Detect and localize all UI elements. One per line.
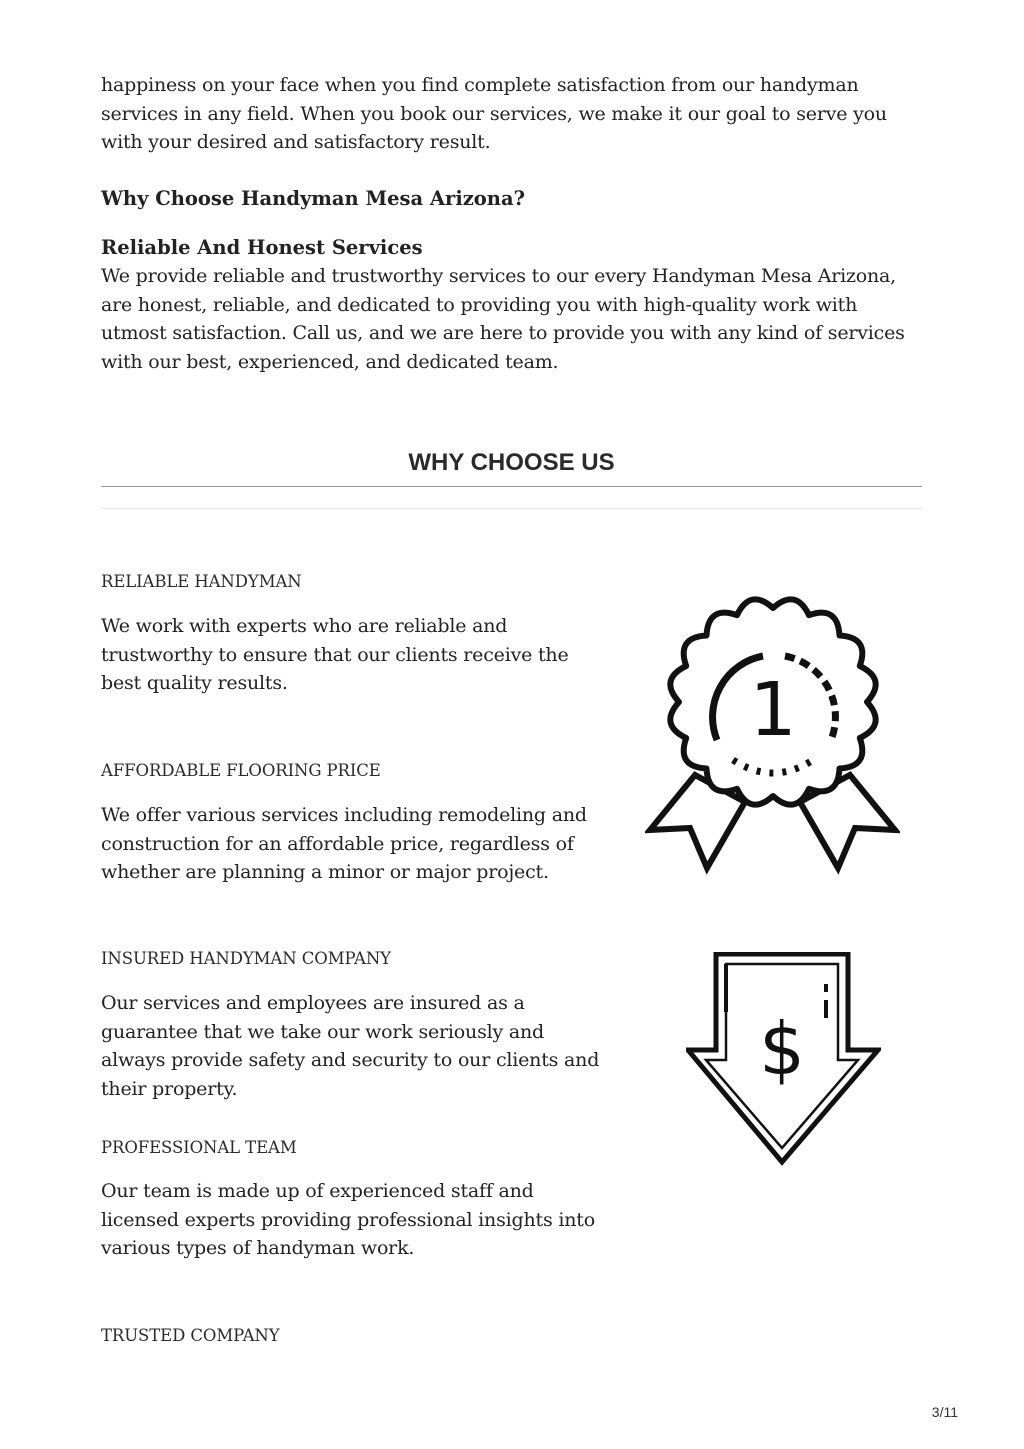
- page-number: 3/11: [931, 1404, 958, 1420]
- price-symbol: $: [759, 1007, 805, 1091]
- feature-text-insured-company: Our services and employees are insured as a guarantee that we take our work seriously and always provide safety and security to our clients and their property.: [101, 992, 600, 1100]
- reliable-section-body: We provide reliable and trustworthy services to our every Handyman Mesa Arizona, are honest, reliable, and dedicated to providing you with high-quality work with utmost satisfaction. Call us, and we are here to provide you with any kind of services with our best, experienced, and dedicated team.: [101, 265, 905, 373]
- feature-text-professional-team: Our team is made up of experienced staff and licensed experts providing professional insights into various types of handyman work.: [101, 1180, 595, 1259]
- award-ribbon-icon: [645, 590, 900, 875]
- feature-text-reliable-handyman: We work with experts who are reliable and trustworthy to ensure that our clients receive the best quality results.: [101, 615, 569, 694]
- feature-title-reliable-handyman: RELIABLE HANDYMAN: [101, 572, 302, 591]
- feature-title-insured-company: INSURED HANDYMAN COMPANY: [101, 949, 391, 968]
- feature-title-professional-team: PROFESSIONAL TEAM: [101, 1138, 297, 1157]
- section-divider: [101, 486, 922, 487]
- intro-paragraph: happiness on your face when you find complete satisfaction from our handyman services in any field. When you book our services, we make it our goal to serve you with your desired and satisfactory result.: [101, 74, 887, 153]
- price-down-arrow-icon: [686, 952, 881, 1167]
- reliable-section-title: Reliable And Honest Services: [101, 236, 423, 259]
- feature-text-affordable-price: We offer various services including remodeling and construction for an affordable price, regardless of whether are planning a minor or major project.: [101, 804, 587, 883]
- section-divider-light: [101, 508, 922, 509]
- award-number: 1: [749, 667, 797, 753]
- why-choose-heading: Why Choose Handyman Mesa Arizona?: [101, 187, 526, 210]
- feature-title-affordable-price: AFFORDABLE FLOORING PRICE: [101, 761, 381, 780]
- why-choose-us-title: WHY CHOOSE US: [408, 449, 615, 476]
- feature-title-trusted-company: TRUSTED COMPANY: [101, 1326, 280, 1345]
